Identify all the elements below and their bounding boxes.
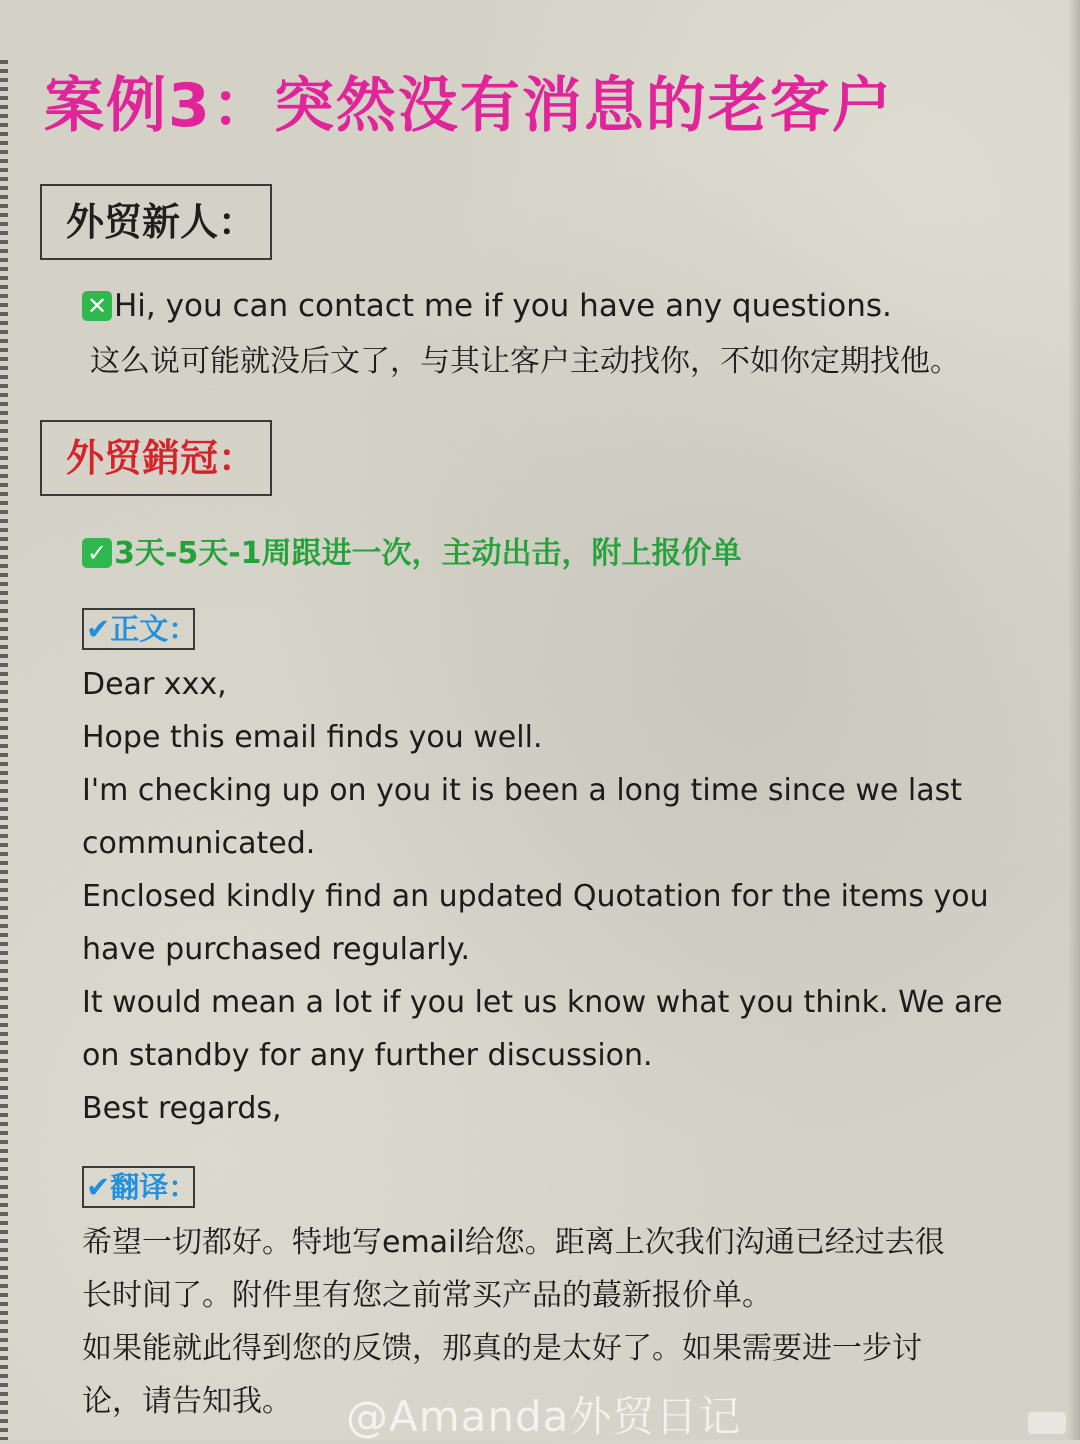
translation-line: 如果能就此得到您的反馈，那真的是太好了。如果需要进一步讨 <box>82 1331 922 1366</box>
email-line: Dear xxx, <box>82 667 227 702</box>
email-line: Best regards, <box>82 1091 282 1126</box>
email-body-label: ✔正文： <box>82 608 195 650</box>
email-line: Hope this email finds you well. <box>82 720 543 755</box>
page-title: 案例3：突然没有消息的老客户 <box>44 71 894 141</box>
translation-line: 希望一切都好。特地写email给您。距离上次我们沟通已经过去很 <box>82 1225 945 1260</box>
page-edge-shadow <box>1068 0 1080 1440</box>
email-line: It would mean a lot if you let us know what you think. We are <box>82 985 1003 1020</box>
email-line: have purchased regularly. <box>82 932 471 967</box>
corner-badge-icon <box>1028 1412 1066 1434</box>
email-line: Enclosed kindly find an updated Quotation for the items you <box>82 879 989 914</box>
champion-tip-text: 3天-5天-1周跟进一次，主动出击，附上报价单 <box>114 536 742 571</box>
champion-tip-line <box>82 528 742 572</box>
newbie-comment: 这么说可能就没后文了，与其让客户主动找你，不如你定期找他。 <box>90 344 960 379</box>
check-mark-icon: ✓ <box>82 538 112 568</box>
notebook-binding <box>0 60 8 1440</box>
email-line: I'm checking up on you it is been a long time since we last <box>82 773 963 808</box>
translation-line: 论，请告知我。 <box>82 1384 292 1419</box>
email-line: communicated. <box>82 826 316 861</box>
champion-label-box: 外贸銷冠： <box>40 420 272 496</box>
newbie-label-box: 外贸新人： <box>40 184 272 260</box>
email-body <box>82 658 1003 1135</box>
watermark: @Amanda外贸日记 <box>346 1392 742 1441</box>
translation-label: ✔翻译： <box>82 1166 195 1208</box>
newbie-english-text: Hi, you can contact me if you have any questions. <box>114 288 892 324</box>
email-line: on standby for any further discussion. <box>82 1038 653 1073</box>
newbie-example-line <box>82 288 892 324</box>
cross-mark-icon: ✕ <box>82 291 112 321</box>
translation-line: 长时间了。附件里有您之前常买产品的蕞新报价单。 <box>82 1278 772 1313</box>
